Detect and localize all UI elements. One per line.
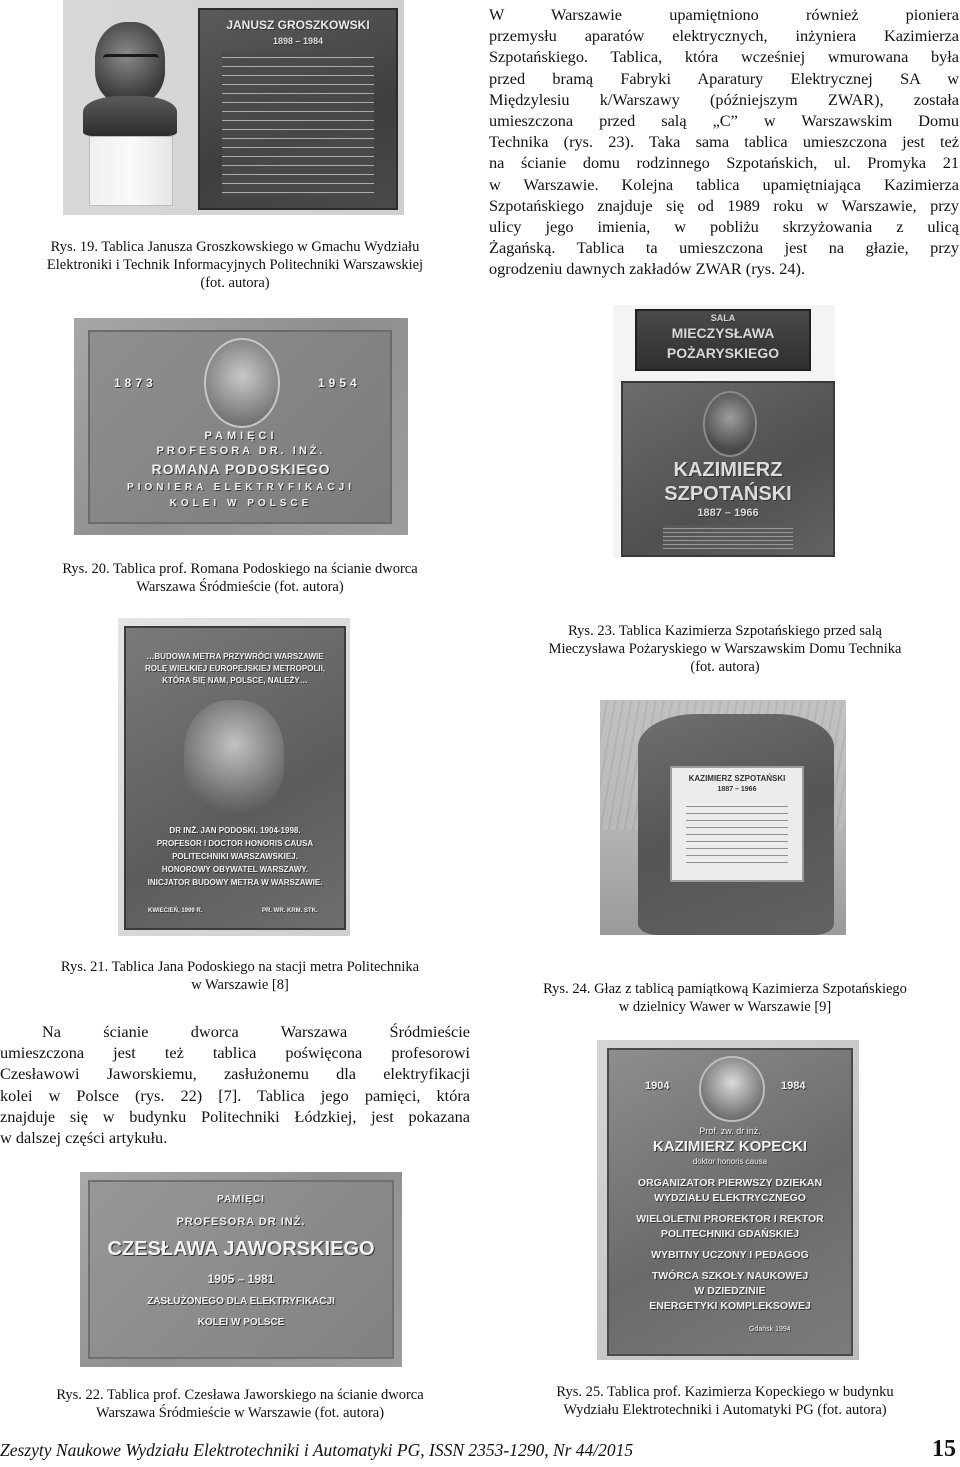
text-line: ogrodzeniu dawnych zakładów ZWAR (rys. 24). [489, 259, 806, 279]
plaque-line: PIONIERA ELEKTRYFIKACJI [127, 482, 355, 493]
plaque-line: CZESŁAWA JAWORSKIEGO [107, 1238, 375, 1260]
caption-line: Rys. 24. Głaz z tablicą pamiątkową Kazimierza Szpotańskiego [543, 981, 907, 997]
caption-fig22 [0, 1386, 480, 1422]
photo-podoski-roman-plaque [74, 318, 408, 535]
plaque-line: KAZIMIERZ KOPECKI [652, 1138, 808, 1155]
sign-line: MIECZYSŁAWA [671, 325, 775, 341]
plaque-line: POLITECHNIKI WARSZAWSKIEJ. [172, 852, 298, 861]
journal-citation: Zeszyty Naukowe Wydziału Elektrotechniki i Automatyki PG, ISSN 2353-1290, Nr 44/2015 [0, 1440, 634, 1460]
photo-groszkowski-plaque [63, 0, 404, 215]
caption-line: Rys. 19. Tablica Janusza Groszkowskiego w Gmachu Wydziału [50, 239, 420, 255]
text-line: Czesławowi Jaworskiemu, zasłużonemu dla elektryfikacji [0, 1064, 470, 1084]
caption-line: Warszawa Śródmieście (fot. autora) [136, 579, 344, 595]
caption-line: Elektroniki i Technik Informacyjnych Politechniki Warszawskiej [46, 257, 424, 273]
plaque-dates: 1898 – 1984 [272, 36, 324, 46]
caption-fig23 [495, 622, 955, 676]
plaque-line: KOLEI W POLSCE [197, 1317, 285, 1328]
boulder-plaque [670, 766, 804, 882]
text-line: przed bramą Fabryki Aparatury Elektrycznej SA w [489, 68, 959, 88]
plaque-line: ROMANA PODOSKIEGO [151, 461, 331, 477]
caption-line: Rys. 21. Tablica Jana Podoskiego na stacji metra Politechnika [60, 959, 420, 975]
text-line: ulicy jego imienia, w pobliżu skrzyżowania z ulicą [489, 217, 959, 237]
plaque-line: PROFESORA DR. INŻ. [156, 445, 326, 457]
year-left: 1904 [645, 1080, 670, 1092]
text-line: na ścianie domu rodzinnego Szpotańskich, ul. Promyka 21 [489, 153, 959, 173]
plaque-kopecki [607, 1048, 853, 1356]
plaque-footer-right: PR. WR. KRM. STK. [262, 908, 318, 914]
plaque-dates: 1887 – 1966 [697, 507, 759, 519]
plaque-line: PROFESOR I DOCTOR HONORIS CAUSA [156, 839, 314, 848]
plaque-line: DR INŻ. JAN PODOSKI. 1904-1998. [169, 826, 301, 835]
text-line: znajduje się w budynku Politechniki Łódzkiej, jest pokazana [0, 1106, 470, 1126]
plaque-quote-line: KTÓRA SIĘ NAM, POLSCE, NALEŻY… [162, 676, 308, 685]
year-right: 1984 [781, 1080, 806, 1092]
plaque-line: INICJATOR BUDOWY METRA W WARSZAWIE. [147, 878, 323, 887]
plaque-line: TWÓRCA SZKOŁY NAUKOWEJ [651, 1270, 809, 1282]
page-footer [0, 1436, 960, 1466]
portrait-medallion [703, 391, 757, 457]
caption-line: Mieczysława Pożaryskiego w Warszawskim Domu Technika [548, 641, 902, 657]
caption-fig20 [0, 560, 480, 596]
plaque-footer: Gdańsk 1994 [749, 1326, 791, 1333]
plaque-line: PAMIĘCI [217, 1194, 265, 1205]
text-line: w Warszawie. Kolejna tablica upamiętniająca Kazimierza [489, 174, 959, 194]
text-line: Międzylesiu k/Warszawy (późniejszym ZWAR), została [489, 89, 959, 109]
photo-podoski-jan-plaque [118, 618, 350, 936]
caption-fig24 [495, 980, 955, 1016]
page-number: 15 [932, 1436, 956, 1462]
plaque-line: PROFESORA DR INŻ. [176, 1216, 306, 1228]
caption-line: Warszawa Śródmieście w Warszawie (fot. autora) [95, 1405, 385, 1421]
plaque-line: WYDZIAŁU ELEKTRYCZNEGO [654, 1192, 806, 1204]
body-paragraph-1 [489, 4, 959, 280]
sign-pozaryski [635, 309, 811, 371]
caption-line: Rys. 20. Tablica prof. Romana Podoskiego na ścianie dworca [62, 561, 418, 577]
portrait-medallion [204, 338, 280, 428]
photo-kopecki-plaque [597, 1040, 859, 1360]
year-right: 1954 [318, 376, 361, 390]
caption-line: Rys. 23. Tablica Kazimierza Szpotańskiego przed salą [568, 623, 882, 639]
plaque-podoski-jan [124, 626, 346, 930]
plaque-line: Prof. zw. dr inż. [699, 1126, 761, 1136]
plaque-dates: 1887 – 1966 [717, 786, 757, 793]
bust-image [75, 10, 185, 205]
portrait-medallion [699, 1056, 765, 1122]
caption-line: (fot. autora) [690, 659, 760, 675]
text-line: kolei w Polsce (rys. 22) [7]. Tablica jego pamięci, która [0, 1085, 470, 1105]
caption-line: w dzielnicy Wawer w Warszawie [9] [618, 999, 832, 1015]
text-line: Szpotańskiego znajduje się od 1989 roku w Warszawie, przy [489, 195, 959, 215]
plaque-title: JANUSZ GROSZKOWSKI [226, 18, 370, 32]
caption-line: Rys. 22. Tablica prof. Czesława Jaworskiego na ścianie dworca [56, 1387, 424, 1403]
plaque-name: SZPOTAŃSKI [664, 483, 792, 505]
text-line: Szpotańskiego. Tablica, która wcześniej wmurowana była [489, 47, 959, 67]
text-line: Na ścianie dworca Warszawa Śródmieście [42, 1022, 470, 1041]
photo-szpotanski-plaque [613, 305, 835, 557]
text-line: przemysłu aparatów elektrycznych, inżyniera Kazimierza [489, 26, 959, 46]
plaque-line: HONOROWY OBYWATEL WARSZAWY. [161, 865, 309, 874]
plaque-line: KOLEI W POLSCE [169, 498, 313, 509]
plaque-groszkowski [198, 8, 398, 210]
plaque-line: POLITECHNIKI GDAŃSKIEJ [660, 1228, 800, 1240]
plaque-szpotanski [621, 381, 835, 557]
year-left: 1873 [114, 376, 157, 390]
plaque-quote-line: …BUDOWA METRA PRZYWRÓCI WARSZAWIE [146, 652, 324, 661]
sign-line: POŻARYSKIEGO [666, 345, 780, 361]
caption-line: (fot. autora) [200, 275, 270, 291]
plaque-line: PAMIĘCI [204, 430, 278, 442]
plaque-line: doktor honoris causa [692, 1157, 768, 1166]
plaque-engraved-text [663, 525, 793, 549]
text-line: umieszczona przed salą „C” w Warszawskim Domu [489, 111, 959, 131]
plaque-line: ENERGETYKI KOMPLEKSOWEJ [649, 1300, 811, 1312]
plaque-quote-line: ROLĘ WIELKIEJ EUROPEJSKIEJ METROPOLII, [144, 664, 326, 673]
plaque-frame [88, 1180, 394, 1359]
caption-line: w Warszawie [8] [191, 977, 289, 993]
plaque-line: 1905 – 1981 [207, 1272, 275, 1286]
text-line: W Warszawie upamiętniono również pioniera [489, 5, 959, 24]
plaque-engraved-text [222, 52, 374, 197]
caption-fig25 [495, 1383, 955, 1419]
text-line: Technika (rys. 23). Taka sama tablica umieszczona jest też [489, 132, 959, 152]
photo-szpotanski-boulder [600, 700, 846, 935]
plaque-name: KAZIMIERZ SZPOTAŃSKI [688, 774, 786, 783]
caption-fig21 [0, 958, 480, 994]
text-line: w dalszej części artykułu. [0, 1128, 168, 1148]
plaque-line: ZASŁUŻONEGO DLA ELEKTRYFIKACJI [147, 1296, 335, 1307]
plaque-engraved-text [686, 802, 788, 868]
caption-line: Wydziału Elektrotechniki i Automatyki PG (fot. autora) [563, 1402, 887, 1418]
text-line: umieszczona jest też tablica poświęcona profesorowi [0, 1043, 470, 1063]
portrait-relief [184, 700, 284, 812]
sign-line: SALA [710, 313, 736, 323]
plaque-line: WIELOLETNI PROREKTOR I REKTOR [636, 1213, 824, 1225]
caption-fig19 [0, 238, 470, 292]
plaque-footer-left: KWIECIEŃ, 1999 R. [148, 908, 203, 914]
plaque-line: ORGANIZATOR PIERWSZY DZIEKAN [637, 1177, 823, 1189]
text-line: Żagańską. Tablica ta umieszczona jest na głazie, przy [489, 238, 959, 258]
plaque-line: W DZIEDZINIE [694, 1285, 766, 1297]
body-paragraph-2 [0, 1021, 470, 1148]
plaque-line: WYBITNY UCZONY I PEDAGOG [651, 1249, 809, 1261]
caption-line: Rys. 25. Tablica prof. Kazimierza Kopeckiego w budynku [556, 1384, 894, 1400]
plaque-name: KAZIMIERZ [673, 459, 783, 481]
photo-jaworski-plaque [80, 1172, 402, 1367]
